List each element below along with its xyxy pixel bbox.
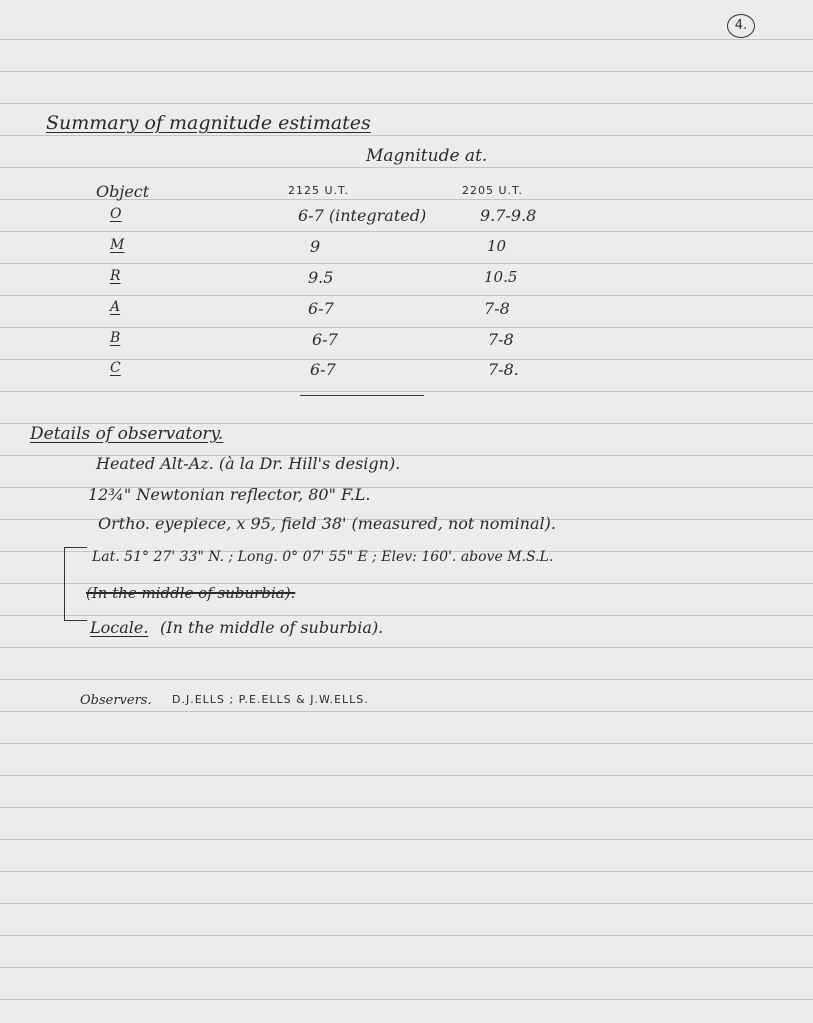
magnitude-2125-cell: 6-7	[308, 299, 334, 318]
page-number: 4.	[727, 14, 755, 38]
object-cell: R	[110, 268, 121, 284]
object-column-header: Object	[96, 182, 150, 201]
object-cell: M	[110, 237, 125, 253]
table-row	[0, 206, 813, 236]
bracket-mark	[64, 547, 87, 621]
magnitude-2125-cell: 6-7 (integrated)	[298, 206, 427, 225]
locale-text: (In the middle of suburbia).	[160, 618, 384, 637]
table-row	[0, 268, 813, 298]
time1-column-header: 2125 U.T.	[288, 184, 349, 197]
magnitude-2125-cell: 6-7	[310, 360, 336, 379]
object-cell: O	[110, 206, 122, 222]
object-cell: C	[110, 360, 121, 376]
object-cell: B	[110, 330, 121, 346]
magnitude-2205-cell: 7-8.	[488, 360, 519, 379]
magnitude-2125-cell: 9.5	[308, 268, 334, 287]
time2-column-header: 2205 U.T.	[462, 184, 523, 197]
details-line: Heated Alt-Az. (à la Dr. Hill's design).	[96, 454, 401, 473]
magnitude-2205-cell: 10	[487, 237, 507, 255]
observers-label: Observers.	[80, 693, 152, 708]
object-cell: A	[110, 299, 121, 315]
struck-out-line: (In the middle of suburbia).	[86, 584, 296, 602]
observers-names: D.J.ELLS ; P.E.ELLS & J.W.ELLS.	[172, 693, 369, 706]
details-line: Ortho. eyepiece, x 95, field 38' (measured, not nominal).	[98, 514, 556, 533]
magnitudes-at-heading: Magnitude at.	[366, 146, 488, 166]
table-row	[0, 299, 813, 329]
magnitude-2205-cell: 9.7-9.8	[480, 206, 537, 225]
magnitude-2205-cell: 10.5	[484, 268, 518, 286]
table-row	[0, 330, 813, 360]
details-heading: Details of observatory.	[30, 424, 224, 444]
summary-heading: Summary of magnitude estimates	[46, 112, 371, 134]
details-line: Lat. 51° 27' 33" N. ; Long. 0° 07' 55" E ; Elev: 160'. above M.S.L.	[92, 549, 554, 565]
locale-label: Locale.	[90, 618, 149, 637]
magnitude-2125-cell: 9	[310, 237, 321, 256]
details-line: 12¾" Newtonian reflector, 80" F.L.	[88, 485, 371, 504]
table-end-rule	[300, 395, 424, 396]
magnitude-2205-cell: 7-8	[488, 330, 514, 349]
magnitude-2125-cell: 6-7	[312, 330, 338, 349]
magnitude-2205-cell: 7-8	[484, 299, 510, 318]
table-row	[0, 237, 813, 267]
table-row	[0, 360, 813, 390]
